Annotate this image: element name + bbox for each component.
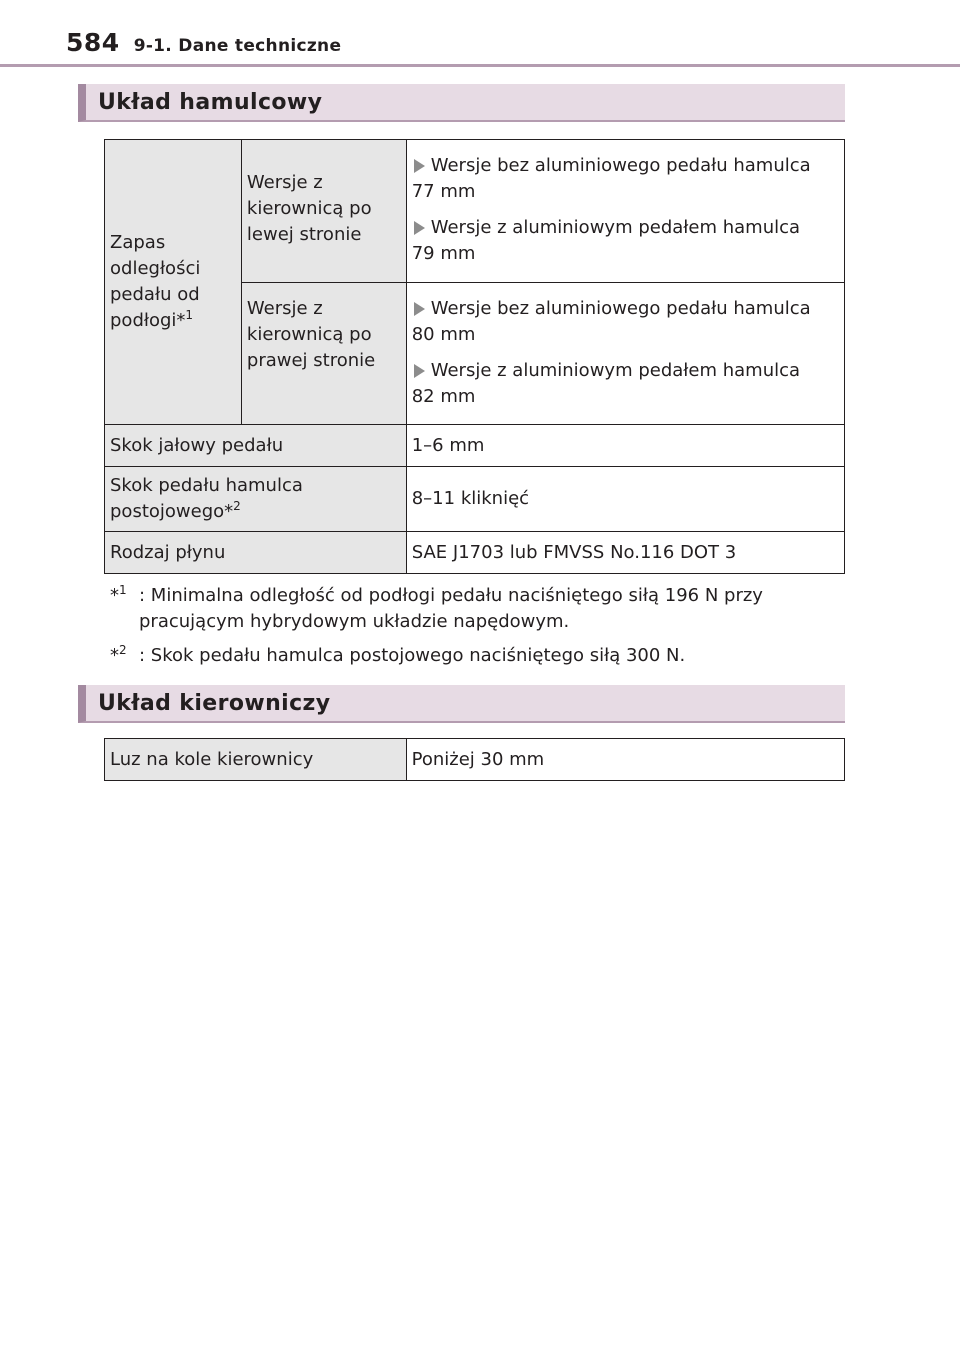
row-label-cell: [105, 467, 407, 532]
page-number: 584: [66, 28, 120, 57]
bullet-value: 79 mm: [411, 243, 476, 264]
row-label: Skok jałowy pedału: [105, 425, 407, 467]
rhd-label-cell: [241, 283, 406, 425]
bullet-value: 77 mm: [411, 181, 476, 202]
section-title-brakes: Układ hamulcowy: [78, 84, 845, 122]
lhd-values-cell: [406, 140, 844, 283]
list-item: [412, 296, 839, 348]
section-title-steering: Układ kierowniczy: [78, 685, 845, 723]
chapter-title: 9-1. Dane techniczne: [133, 36, 342, 56]
footnotes: [110, 583, 850, 677]
footnote-mark: *$^1$: [110, 583, 127, 606]
table-row: [105, 425, 845, 467]
row-value: Poniżej 30 mm: [406, 739, 844, 781]
row-label: Luz na kole kierownicy: [105, 739, 407, 781]
row-label: Skok pedału hamulca postojowego*: [110, 475, 303, 522]
footnote-text: : Skok pedału hamulca postojowego naciśniętego siłą 300 N.: [139, 645, 686, 666]
table-row: [105, 467, 845, 532]
pedal-clearance-label-cell: [105, 140, 242, 425]
list-item: [412, 358, 839, 410]
row-value: 8–11 kliknięć: [406, 467, 844, 532]
page-header: [66, 28, 341, 57]
triangle-bullet-icon: [414, 159, 425, 173]
triangle-bullet-icon: [414, 302, 425, 316]
lhd-label-cell: [241, 140, 406, 283]
footnote-ref: 1: [185, 308, 194, 322]
footnote: [110, 643, 850, 669]
footnote-text: : Minimalna odległość od podłogi pedału naciśniętego siłą 196 N przy pracującym hybrydowym układzie napędowym.: [139, 585, 763, 632]
table-row: [105, 532, 845, 574]
table-row: [105, 140, 845, 283]
rhd-label: Wersje z kierownicą po prawej stronie: [246, 298, 376, 371]
footnote-ref: 2: [233, 499, 241, 513]
steering-spec-table: [104, 738, 845, 781]
bullet-text: Wersje bez aluminiowego pedału hamulca: [430, 155, 811, 176]
bullet-value: 82 mm: [411, 386, 476, 407]
list-item: [412, 215, 839, 267]
bullet-value: 80 mm: [411, 324, 476, 345]
footnote-mark: *$^2$: [110, 643, 127, 666]
triangle-bullet-icon: [414, 221, 425, 235]
footnote: [110, 583, 850, 635]
header-rule: [0, 64, 960, 67]
bullet-text: Wersje bez aluminiowego pedału hamulca: [430, 298, 811, 319]
row-value: 1–6 mm: [406, 425, 844, 467]
row-value: SAE J1703 lub FMVSS No.116 DOT 3: [406, 532, 844, 574]
pedal-clearance-label: Zapas odległości pedału od podłogi*: [110, 232, 201, 331]
list-item: [412, 153, 839, 205]
brakes-spec-table: [104, 139, 845, 574]
triangle-bullet-icon: [414, 364, 425, 378]
rhd-values-cell: [406, 283, 844, 425]
bullet-text: Wersje z aluminiowym pedałem hamulca: [430, 217, 801, 238]
lhd-label: Wersje z kierownicą po lewej stronie: [246, 172, 372, 245]
table-row: [105, 739, 845, 781]
row-label: Rodzaj płynu: [105, 532, 407, 574]
bullet-text: Wersje z aluminiowym pedałem hamulca: [430, 360, 801, 381]
